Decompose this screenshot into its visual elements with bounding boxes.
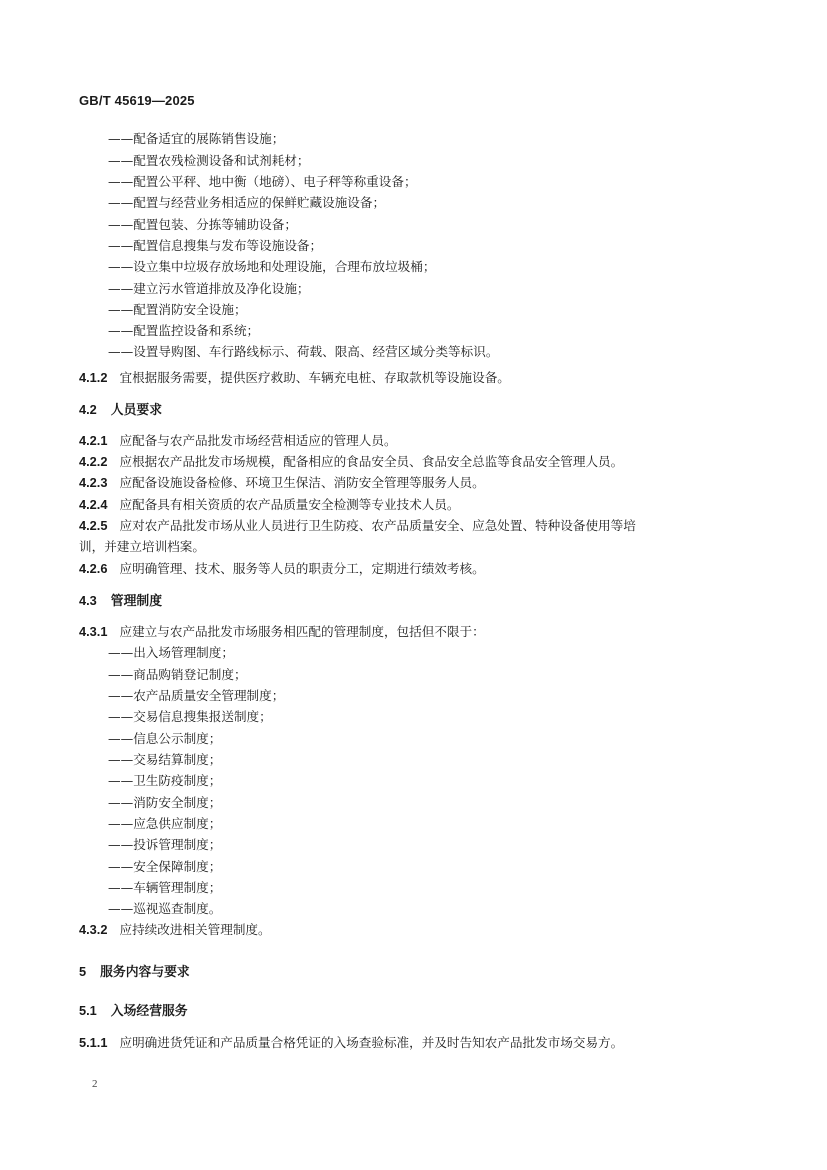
clause-4-3-2 (79, 920, 727, 940)
section-number: 5.1 (79, 1003, 97, 1018)
section-title: 入场经营服务 (110, 1003, 188, 1018)
clause-number: 4.2.1 (79, 433, 108, 448)
clause-text: 应对农产品批发市场从业人员进行卫生防疫、农产品质量安全、应急处置、特种设备使用等培 (119, 518, 636, 533)
clause-text: 应明确管理、技术、服务等人员的职责分工，定期进行绩效考核。 (119, 561, 485, 576)
clause-4-2-6 (79, 559, 727, 579)
clause-number: 4.2.5 (79, 518, 108, 533)
clause-4-2-2 (79, 452, 727, 472)
list-item: ——设置导购图、车行路线标示、荷载、限高、经营区域分类等标识。 (108, 344, 499, 359)
clause-4-2-5 (79, 516, 727, 536)
clause-text: 应持续改进相关管理制度。 (119, 922, 271, 937)
clause-text: 应根据农产品批发市场规模，配备相应的食品安全员、食品安全总监等食品安全管理人员。 (119, 454, 624, 469)
clause-number: 4.2.2 (79, 454, 108, 469)
list-item: ——交易信息搜集报送制度； (108, 709, 272, 724)
clause-number: 4.3.2 (79, 922, 108, 937)
list-item: ——配置与经营业务相适应的保鲜贮藏设施设备； (108, 195, 386, 210)
clause-4-2-5-continuation: 训，并建立培训档案。 (79, 539, 205, 554)
list-item: ——建立污水管道排放及净化设施； (108, 281, 310, 296)
section-number: 4.3 (79, 593, 97, 608)
list-item: ——配置农残检测设备和试剂耗材； (108, 153, 310, 168)
section-title: 人员要求 (110, 402, 162, 417)
section-title: 管理制度 (110, 593, 162, 608)
clause-4-1-2 (79, 368, 727, 388)
clause-text: 应配备具有相关资质的农产品质量安全检测等专业技术人员。 (119, 497, 460, 512)
section-number: 4.2 (79, 402, 97, 417)
section-heading-4-2 (79, 400, 162, 420)
list-item: ——出入场管理制度； (108, 645, 234, 660)
clause-number: 4.2.6 (79, 561, 108, 576)
clause-number: 4.1.2 (79, 370, 108, 385)
section-heading-5 (79, 962, 190, 982)
list-item: ——应急供应制度； (108, 816, 222, 831)
section-heading-5-1 (79, 1001, 188, 1021)
clause-number: 4.3.1 (79, 624, 108, 639)
clause-number: 4.2.4 (79, 497, 108, 512)
list-item: ——配置监控设备和系统； (108, 323, 260, 338)
list-item: ——配备适宜的展陈销售设施； (108, 131, 285, 146)
clause-4-2-3 (79, 473, 727, 493)
section-number: 5 (79, 964, 87, 979)
list-item: ——农产品质量安全管理制度； (108, 688, 285, 703)
list-item: ——配置信息搜集与发布等设施设备； (108, 238, 323, 253)
clause-number: 5.1.1 (79, 1035, 108, 1050)
list-item: ——设立集中垃圾存放场地和处理设施，合理布放垃圾桶； (108, 259, 436, 274)
clause-5-1-1 (79, 1033, 727, 1053)
clause-4-3-1 (79, 622, 727, 642)
list-item: ——安全保障制度； (108, 859, 222, 874)
section-title: 服务内容与要求 (100, 964, 190, 979)
list-item: ——车辆管理制度； (108, 880, 222, 895)
clause-4-2-4 (79, 495, 727, 515)
list-item: ——投诉管理制度； (108, 837, 222, 852)
clause-text: 应明确进货凭证和产品质量合格凭证的入场查验标准，并及时告知农产品批发市场交易方。 (119, 1035, 624, 1050)
list-item: ——配置包装、分拣等辅助设备； (108, 217, 297, 232)
list-item: ——配置消防安全设施； (108, 302, 247, 317)
section-heading-4-3 (79, 591, 162, 611)
list-item: ——交易结算制度； (108, 752, 222, 767)
list-item: ——信息公示制度； (108, 731, 222, 746)
clause-text: 应配备设施设备检修、环境卫生保洁、消防安全管理等服务人员。 (119, 475, 485, 490)
list-item: ——巡视巡查制度。 (108, 901, 222, 916)
list-item: ——卫生防疫制度； (108, 773, 222, 788)
list-item: ——消防安全制度； (108, 795, 222, 810)
page-number: 2 (92, 1078, 98, 1090)
list-item: ——商品购销登记制度； (108, 667, 247, 682)
clause-text: 应配备与农产品批发市场经营相适应的管理人员。 (119, 433, 397, 448)
standard-code: GB/T 45619—2025 (79, 93, 195, 108)
clause-number: 4.2.3 (79, 475, 108, 490)
clause-4-2-1 (79, 431, 727, 451)
clause-text: 应建立与农产品批发市场服务相匹配的管理制度，包括但不限于： (119, 624, 485, 639)
list-item: ——配置公平秤、地中衡（地磅）、电子秤等称重设备； (108, 174, 417, 189)
clause-text: 宜根据服务需要，提供医疗救助、车辆充电桩、存取款机等设施设备。 (119, 370, 510, 385)
